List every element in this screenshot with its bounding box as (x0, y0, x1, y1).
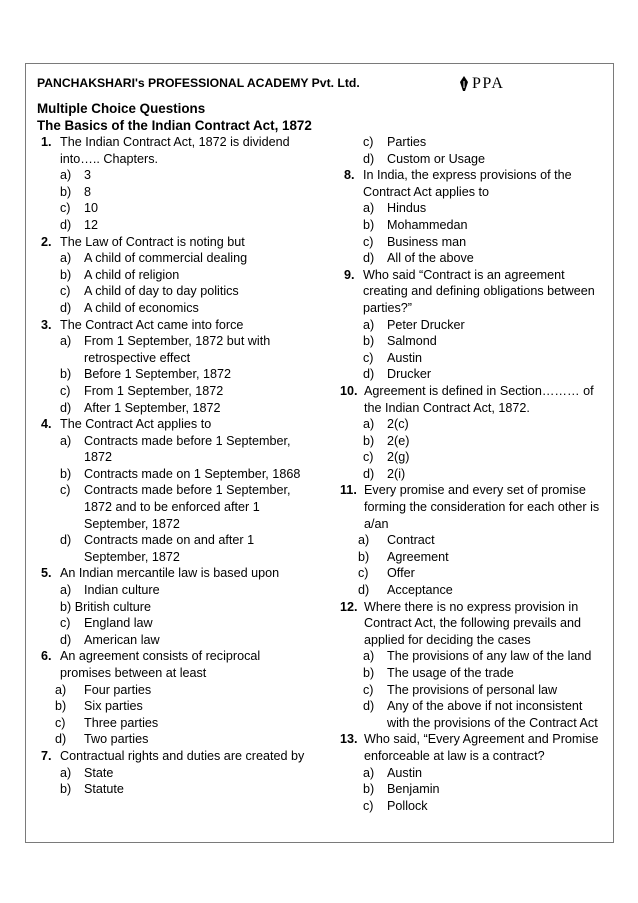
question-option (37, 781, 305, 798)
option-text: Acceptance (387, 583, 453, 598)
option-text: Two parties (84, 732, 149, 747)
option-text: The usage of the trade (387, 666, 514, 680)
question-number: 11. (340, 483, 357, 498)
option-letter: c) (60, 284, 71, 299)
option-text: The provisions of any law of the land (387, 649, 592, 664)
question-number: 13. (340, 732, 358, 747)
question-option (37, 632, 305, 649)
question-option (340, 698, 608, 731)
option-letter: a) (60, 765, 72, 780)
option-letter: d) (363, 466, 375, 481)
option-text: 2(e) (387, 433, 410, 448)
question-option (37, 532, 305, 565)
option-letter: a) (363, 649, 375, 664)
option-letter: a) (363, 317, 375, 332)
question-option (37, 582, 305, 599)
pen-nib-icon (459, 76, 469, 92)
option-text: Any of the above if not inconsistent with the provisions of the Contract Act (387, 699, 598, 730)
option-letter: a) (363, 417, 375, 432)
question-option (37, 300, 305, 317)
option-letter: c) (55, 715, 66, 730)
option-letter: d) (363, 699, 375, 714)
question-option (37, 267, 305, 284)
question-option (340, 466, 608, 483)
right-column (340, 134, 608, 814)
option-text: 8 (84, 184, 92, 199)
question-stem (340, 167, 608, 200)
question-option (340, 200, 608, 217)
question-option (37, 167, 305, 184)
question-text: An Indian mercantile law is based upon (60, 566, 280, 581)
question-number: 12. (340, 599, 358, 614)
question-option (340, 682, 608, 699)
page-subheading: The Basics of the Indian Contract Act, 1872 (37, 118, 312, 133)
option-text: A child of commercial dealing (84, 251, 248, 266)
option-letter: a) (60, 251, 72, 266)
question-text: Every promise and every set of promise forming the consideration for each other is a/an (364, 483, 600, 531)
question-text: The Contract Act applies to (60, 417, 212, 432)
option-text: Benjamin (387, 782, 440, 797)
question-option (340, 366, 608, 383)
question-option (340, 333, 608, 350)
question-option (37, 184, 305, 201)
option-letter: d) (55, 732, 67, 747)
option-text: Austin (387, 350, 423, 365)
option-text: From 1 September, 1872 but with retrospective effect (84, 334, 271, 365)
option-text: Contracts made on 1 September, 1868 (84, 466, 301, 481)
question-option (340, 532, 608, 549)
option-letter: c) (60, 616, 71, 631)
option-text: Austin (387, 765, 423, 780)
option-letter: d) (60, 300, 72, 315)
logo-text: PPA (472, 75, 505, 92)
option-letter: a) (363, 765, 375, 780)
option-text: American law (84, 632, 160, 647)
question-option (340, 565, 608, 582)
option-text: Indian culture (84, 583, 160, 598)
option-letter: a) (60, 433, 72, 448)
option-letter: b) (358, 549, 370, 564)
question-option (37, 615, 305, 632)
option-letter: d) (60, 632, 72, 647)
option-letter: a) (363, 201, 375, 216)
question-option (340, 648, 608, 665)
question-number: 3. (41, 317, 52, 332)
option-letter: a) (60, 583, 72, 598)
option-letter: a) (60, 168, 72, 183)
option-letter: c) (363, 234, 374, 249)
option-letter: b) (363, 217, 375, 232)
option-text: Three parties (84, 715, 159, 730)
option-text: After 1 September, 1872 (84, 400, 221, 415)
question-option (37, 217, 305, 234)
question-option (340, 549, 608, 566)
question-option (37, 482, 305, 532)
option-letter: a) (358, 533, 370, 548)
question-option (340, 449, 608, 466)
option-letter: b) (363, 782, 375, 797)
option-letter: b) (60, 782, 72, 797)
question-option (37, 765, 305, 782)
option-text: 2(c) (387, 417, 409, 432)
question-option (37, 383, 305, 400)
question-number: 7. (41, 748, 52, 763)
option-text: From 1 September, 1872 (84, 383, 224, 398)
question-stem (340, 383, 608, 416)
option-letter: d) (358, 583, 370, 598)
question-text: The Indian Contract Act, 1872 is dividend into….. Chapters. (60, 135, 290, 166)
question-stem (37, 565, 305, 582)
option-letter: c) (60, 483, 71, 498)
question-option (340, 317, 608, 334)
option-text: Contract (387, 533, 435, 548)
option-letter: b) (60, 184, 72, 199)
option-letter: d) (60, 217, 72, 232)
option-text: 2(g) (387, 450, 410, 465)
question-option (37, 698, 305, 715)
question-number: 9. (344, 267, 355, 282)
option-text: Contracts made before 1 September, 1872 and to be enforced after 1 September, 1872 (84, 483, 291, 531)
option-letter: b) (60, 367, 72, 382)
question-option (37, 366, 305, 383)
question-stem (340, 731, 608, 764)
question-number: 8. (344, 168, 355, 183)
option-letter: c) (363, 682, 374, 697)
option-letter: b) (60, 466, 72, 481)
question-text: In India, the express provisions of the Contract Act applies to (363, 168, 572, 199)
question-option (340, 582, 608, 599)
question-text: The Law of Contract is noting but (60, 234, 245, 249)
option-text: Agreement (387, 549, 449, 564)
question-option (340, 416, 608, 433)
question-option (37, 283, 305, 300)
question-option (37, 731, 305, 748)
option-text: All of the above (387, 251, 474, 266)
option-text: Drucker (387, 367, 432, 382)
question-stem (340, 482, 608, 532)
option-letter: d) (363, 251, 375, 266)
option-text: England law (84, 616, 153, 631)
question-text: Agreement is defined in Section……… of the Indian Contract Act, 1872. (364, 383, 594, 415)
question-option (340, 151, 608, 168)
option-text: Pollock (387, 798, 428, 813)
ppa-logo (459, 75, 504, 93)
question-number: 5. (41, 566, 52, 581)
option-text: Business man (387, 234, 467, 249)
question-option (37, 599, 305, 616)
option-letter: a) (55, 682, 67, 697)
question-option (340, 665, 608, 682)
option-text: b) British culture (60, 599, 151, 614)
question-text: Contractual rights and duties are created by (60, 748, 305, 763)
page-heading: Multiple Choice Questions (37, 101, 206, 116)
option-text: 10 (84, 201, 99, 216)
option-letter: b) (363, 334, 375, 349)
question-option (340, 433, 608, 450)
option-text: A child of religion (84, 267, 180, 282)
option-letter: c) (363, 135, 374, 149)
option-letter: c) (60, 201, 71, 216)
question-option (37, 400, 305, 417)
option-letter: c) (363, 450, 374, 465)
left-column (37, 134, 305, 798)
option-text: Six parties (84, 699, 143, 714)
option-text: Parties (387, 135, 427, 149)
question-option (37, 250, 305, 267)
question-option (340, 798, 608, 815)
option-letter: c) (60, 383, 71, 398)
question-option (340, 217, 608, 234)
option-letter: d) (60, 533, 72, 548)
question-stem (37, 648, 305, 681)
question-option (340, 234, 608, 251)
question-option (340, 765, 608, 782)
question-option (37, 715, 305, 732)
question-stem (340, 599, 608, 649)
option-text: Contracts made before 1 September, 1872 (84, 433, 291, 465)
option-text: Hindus (387, 201, 427, 216)
option-text: A child of economics (84, 300, 199, 315)
question-text: The Contract Act came into force (60, 317, 244, 332)
question-option (37, 333, 305, 366)
question-stem (37, 748, 305, 765)
academy-header: PANCHAKSHARI's PROFESSIONAL ACADEMY Pvt. Ltd. (37, 76, 360, 90)
option-letter: d) (363, 367, 375, 382)
question-stem (37, 317, 305, 334)
question-option (340, 250, 608, 267)
option-text: Statute (84, 782, 124, 797)
option-letter: b) (55, 699, 67, 714)
question-number: 2. (41, 234, 52, 249)
option-letter: d) (60, 400, 72, 415)
option-text: A child of day to day politics (84, 284, 239, 299)
question-text: An agreement consists of reciprocal promises between at least (60, 649, 261, 680)
question-stem (37, 134, 305, 167)
question-option (37, 200, 305, 217)
question-text: Who said, “Every Agreement and Promise enforceable at law is a contract? (364, 732, 599, 763)
option-text: Contracts made on and after 1 September, 1872 (84, 533, 255, 564)
question-option (37, 682, 305, 699)
question-text: Who said “Contract is an agreement creating and defining obligations between parties?” (363, 267, 595, 315)
option-letter: a) (60, 334, 72, 349)
option-letter: b) (363, 666, 375, 680)
question-number: 6. (41, 649, 52, 664)
question-number: 10. (340, 383, 358, 398)
option-letter: c) (363, 798, 374, 813)
question-option (340, 781, 608, 798)
option-text: Salmond (387, 334, 437, 349)
question-option (37, 466, 305, 483)
option-text: 3 (84, 168, 92, 183)
option-text: State (84, 765, 114, 780)
option-text: 2(i) (387, 466, 406, 481)
question-stem (37, 234, 305, 251)
option-letter: d) (363, 151, 375, 166)
option-text: Before 1 September, 1872 (84, 367, 232, 382)
question-text: Where there is no express provision in Contract Act, the following prevails and applied for deciding the cases (364, 599, 582, 647)
question-option (37, 433, 305, 466)
option-text: Four parties (84, 682, 152, 697)
question-number: 1. (41, 135, 52, 149)
question-option (340, 134, 608, 151)
option-letter: c) (358, 566, 369, 581)
option-text: 12 (84, 217, 99, 232)
option-text: Mohammedan (387, 217, 468, 232)
option-letter: b) (60, 267, 72, 282)
option-text: Offer (387, 566, 415, 581)
question-option (340, 350, 608, 367)
option-text: Peter Drucker (387, 317, 465, 332)
question-stem (37, 416, 305, 433)
question-number: 4. (41, 417, 52, 432)
option-text: Custom or Usage (387, 151, 485, 166)
option-letter: c) (363, 350, 374, 365)
option-text: The provisions of personal law (387, 682, 558, 697)
option-letter: b) (363, 433, 375, 448)
question-stem (340, 267, 608, 317)
